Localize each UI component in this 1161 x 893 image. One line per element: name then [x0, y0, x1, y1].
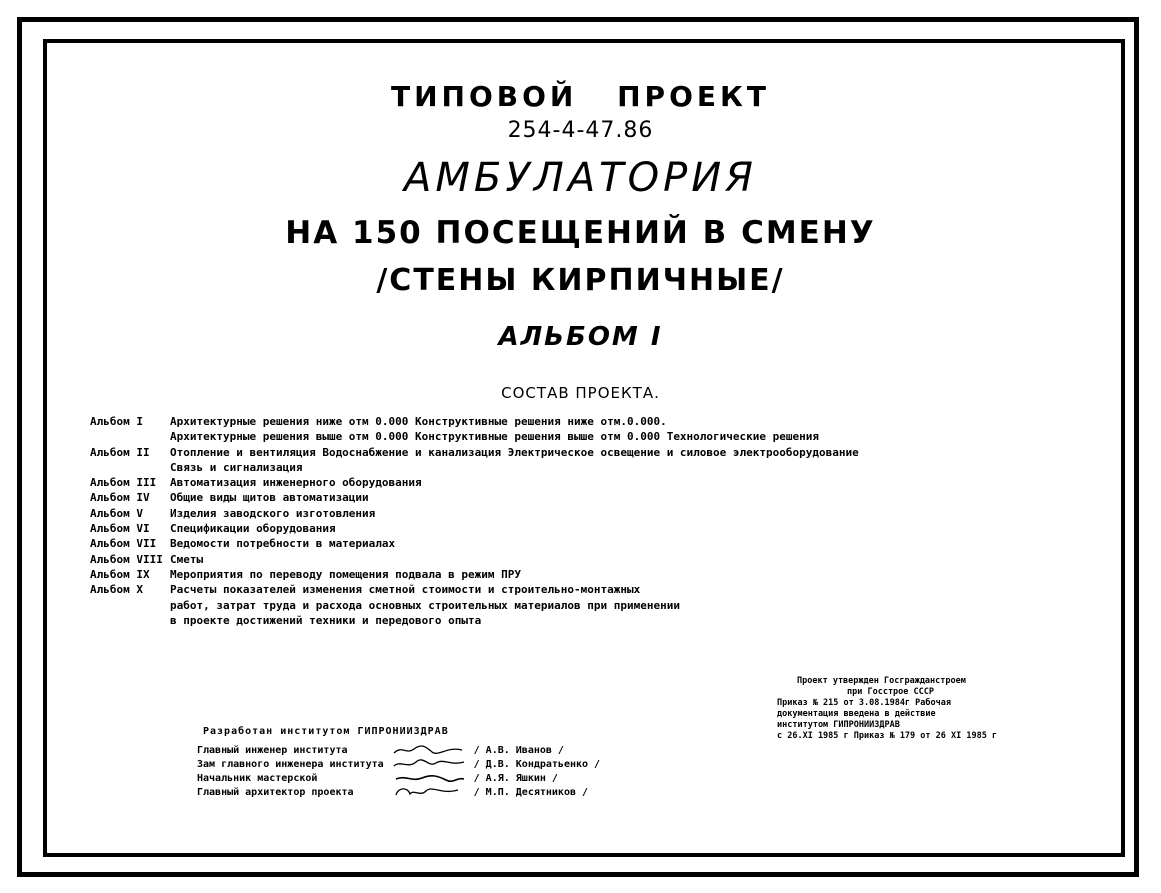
- album-label: Альбом IX: [90, 567, 150, 581]
- signatory-name: / А.В. Иванов /: [473, 744, 564, 756]
- signature-mark: [388, 771, 470, 785]
- approval-line: Проект утвержден Госгражданстроем: [797, 676, 966, 686]
- approval-line: Приказ № 215 от 3.08.1984г Рабочая: [777, 698, 951, 708]
- album-line: Архитектурные решения ниже отм 0.000 Конструктивные решения ниже отм.0.000.: [170, 415, 667, 428]
- album-label: Альбом VIII: [90, 552, 163, 566]
- album-description: [170, 475, 422, 490]
- album-row: [90, 582, 1090, 628]
- signatory-position: Зам главного инженера института: [197, 758, 384, 770]
- signatory-row: [193, 771, 604, 785]
- album-line: Расчеты показателей изменения сметной стоимости и строительно-монтажных: [170, 583, 641, 597]
- signatory-name: / А.Я. Яшкин /: [473, 772, 558, 784]
- album-label: Альбом II: [90, 445, 150, 459]
- album-row: [90, 536, 1090, 551]
- album-description: [170, 445, 859, 476]
- album-line: Мероприятия по переводу помещения подвала в режим ПРУ: [170, 567, 521, 581]
- signature-mark: [388, 743, 470, 757]
- project-name: АМБУЛАТОРИЯ: [404, 155, 757, 201]
- project-capacity: НА 150 ПОСЕЩЕНИЙ В СМЕНУ: [285, 215, 876, 251]
- developer-org: Разработан институтом ГИПРОНИИЗДРАВ: [203, 726, 449, 737]
- signatory-name: / М.П. Десятников /: [473, 786, 589, 798]
- approval-line: с 26.XI 1985 г Приказ № 179 от 26 XI 1985 г: [777, 731, 998, 741]
- album-row: [90, 475, 1090, 490]
- signature-mark: [388, 757, 470, 771]
- signatory-row: [193, 743, 604, 757]
- album-label: Альбом III: [90, 476, 157, 490]
- signature-block: [193, 743, 604, 799]
- album-line: Изделия заводского изготовления: [170, 506, 376, 520]
- approval-note: [777, 676, 1047, 742]
- album-line: Автоматизация инженерного оборудования: [170, 476, 422, 490]
- album-description: [170, 536, 395, 551]
- album-line: Отопление и вентиляция Водоснабжение и канализация Электрическое освещение и силовое электрооборудование: [170, 445, 859, 459]
- album-row: [90, 552, 1090, 567]
- signatory-row: [193, 785, 604, 799]
- album-title: АЛЬБОМ I: [498, 322, 663, 352]
- album-line: Сметы: [170, 552, 204, 566]
- album-row: [90, 521, 1090, 536]
- album-line: Общие виды щитов автоматизации: [170, 491, 369, 505]
- album-line: Ведомости потребности в материалах: [170, 537, 396, 551]
- composition-heading: СОСТАВ ПРОЕКТА.: [501, 384, 660, 402]
- signatory-position: Главный инженер института: [197, 744, 348, 756]
- album-description: [170, 490, 369, 505]
- signatory-name: / Д.В. Кондратьенко /: [473, 758, 601, 770]
- album-description: [170, 414, 819, 445]
- album-row: [90, 506, 1090, 521]
- album-line: работ, затрат труда и расхода основных строительных материалов при применении: [170, 598, 680, 612]
- album-line: Связь и сигнализация: [170, 460, 303, 474]
- signatory-position: Главный архитектор проекта: [197, 786, 354, 798]
- album-description: [170, 567, 521, 582]
- album-label: Альбом VII: [90, 537, 157, 551]
- album-label: Альбом I: [90, 415, 143, 428]
- walls-type: /СТЕНЫ КИРПИЧНЫЕ/: [376, 263, 785, 298]
- signatory-row: [193, 757, 604, 771]
- approval-line: документация введена в действие: [777, 709, 936, 719]
- album-line: Спецификации оборудования: [170, 522, 336, 536]
- album-label: Альбом IV: [90, 491, 150, 505]
- signatory-position: Начальник мастерской: [197, 772, 318, 784]
- album-row: [90, 567, 1090, 582]
- album-label: Альбом VI: [90, 522, 150, 536]
- approval-line: институтом ГИПРОНИИЗДРАВ: [777, 720, 900, 730]
- album-row: [90, 414, 1090, 445]
- project-type-heading: ТИПОВОЙ ПРОЕКТ: [391, 80, 770, 113]
- album-label: Альбом X: [90, 583, 143, 597]
- album-label: Альбом V: [90, 506, 143, 520]
- album-line: в проекте достижений техники и передового опыта: [170, 613, 482, 627]
- album-description: [170, 506, 375, 521]
- signature-mark: [388, 785, 470, 799]
- album-description: [170, 582, 680, 628]
- album-description: [170, 552, 203, 567]
- project-number: 254-4-47.86: [507, 118, 654, 143]
- album-line: Архитектурные решения выше отм 0.000 Конструктивные решения выше отм 0.000 Технологические решения: [170, 430, 820, 444]
- album-row: [90, 490, 1090, 505]
- approval-line: при Госстрое СССР: [847, 687, 934, 697]
- album-list: [90, 414, 1090, 628]
- album-description: [170, 521, 336, 536]
- album-row: [90, 445, 1090, 476]
